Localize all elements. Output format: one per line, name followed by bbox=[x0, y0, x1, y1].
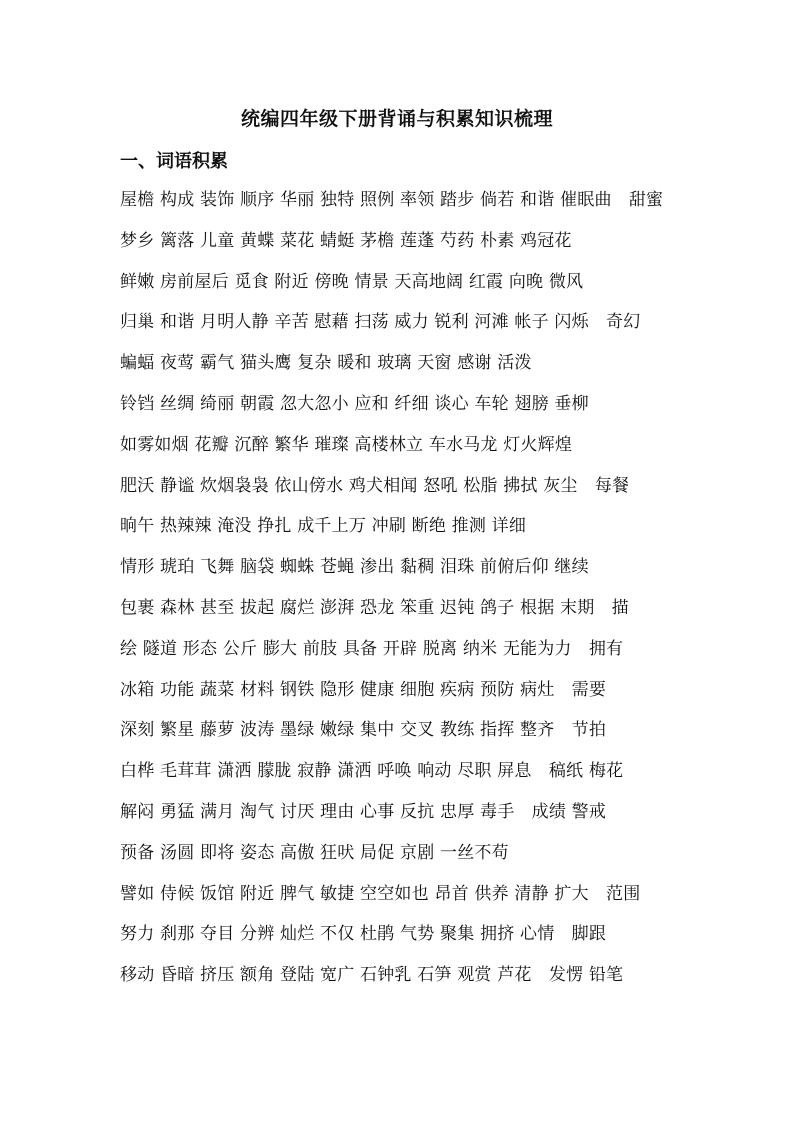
vocabulary-line: 归巢 和谐 月明人静 辛苦 慰藉 扫荡 威力 锐利 河滩 帐子 闪烁 奇幻 bbox=[120, 312, 641, 333]
vocabulary-list bbox=[120, 185, 700, 1001]
vocabulary-line: 鲜嫩 房前屋后 觅食 附近 傍晚 情景 天高地阔 红霞 向晚 微风 bbox=[120, 271, 584, 292]
vocabulary-line: 譬如 侍候 饭馆 附近 脾气 敏捷 空空如也 昂首 供养 清静 扩大 范围 bbox=[120, 883, 641, 904]
vocabulary-line: 肥沃 静谧 炊烟袅袅 依山傍水 鸡犬相闻 怒吼 松脂 拂拭 灰尘 每餐 bbox=[120, 475, 630, 496]
vocabulary-line: 如雾如烟 花瓣 沉醉 繁华 璀璨 高楼林立 车水马龙 灯火辉煌 bbox=[120, 434, 573, 455]
vocabulary-line: 绘 隧道 形态 公斤 膨大 前肢 具备 开辟 脱离 纳米 无能为力 拥有 bbox=[120, 638, 624, 659]
vocabulary-line: 冰箱 功能 蔬菜 材料 钢铁 隐形 健康 细胞 疾病 预防 病灶 需要 bbox=[120, 679, 607, 700]
vocabulary-line: 解闷 勇猛 满月 淘气 讨厌 理由 心事 反抗 忠厚 毒手 成绩 警戒 bbox=[120, 801, 607, 822]
vocabulary-line: 预备 汤圆 即将 姿态 高傲 狂吠 局促 京剧 一丝不苟 bbox=[120, 842, 509, 863]
vocabulary-line: 努力 刹那 夺目 分辨 灿烂 不仅 杜鹃 气势 聚集 拥挤 心情 脚跟 bbox=[120, 924, 607, 945]
vocabulary-line: 铃铛 丝绸 绮丽 朝霞 忽大忽小 应和 纤细 谈心 车轮 翅膀 垂柳 bbox=[120, 393, 589, 414]
vocabulary-line: 深刻 繁星 藤萝 波涛 墨绿 嫩绿 集中 交叉 教练 指挥 整齐 节拍 bbox=[120, 720, 607, 741]
vocabulary-line: 屋檐 构成 装饰 顺序 华丽 独特 照例 率领 踏步 倘若 和谐 催眠曲 甜蜜 bbox=[120, 190, 664, 210]
vocabulary-line: 梦乡 篱落 儿童 黄蝶 菜花 蜻蜓 茅檐 莲蓬 芍药 朴素 鸡冠花 bbox=[120, 230, 572, 251]
vocabulary-line: 情形 琥珀 飞舞 脑袋 蜘蛛 苍蝇 渗出 黏稠 泪珠 前俯后仰 继续 bbox=[120, 557, 589, 578]
vocabulary-line: 包裹 森林 甚至 拔起 腐烂 澎湃 恐龙 笨重 迟钝 鸽子 根据 末期 描 bbox=[120, 597, 629, 618]
vocabulary-line: 蝙蝠 夜莺 霸气 猫头鹰 复杂 暖和 玻璃 天窗 感谢 活泼 bbox=[120, 353, 532, 374]
vocabulary-line: 移动 昏暗 挤压 额角 登陆 宽广 石钟乳 石笋 观赏 芦花 发愣 铅笔 bbox=[120, 965, 624, 986]
vocabulary-line: 晌午 热辣辣 淹没 挣扎 成千上万 冲刷 断绝 推测 详细 bbox=[120, 516, 527, 537]
document-title: 统编四年级下册背诵与积累知识梳理 bbox=[240, 108, 553, 130]
section-heading: 一、词语积累 bbox=[120, 151, 228, 172]
vocabulary-line: 白桦 毛茸茸 潇洒 朦胧 寂静 潇洒 呼唤 响动 尽职 屏息 稿纸 梅花 bbox=[120, 761, 624, 782]
